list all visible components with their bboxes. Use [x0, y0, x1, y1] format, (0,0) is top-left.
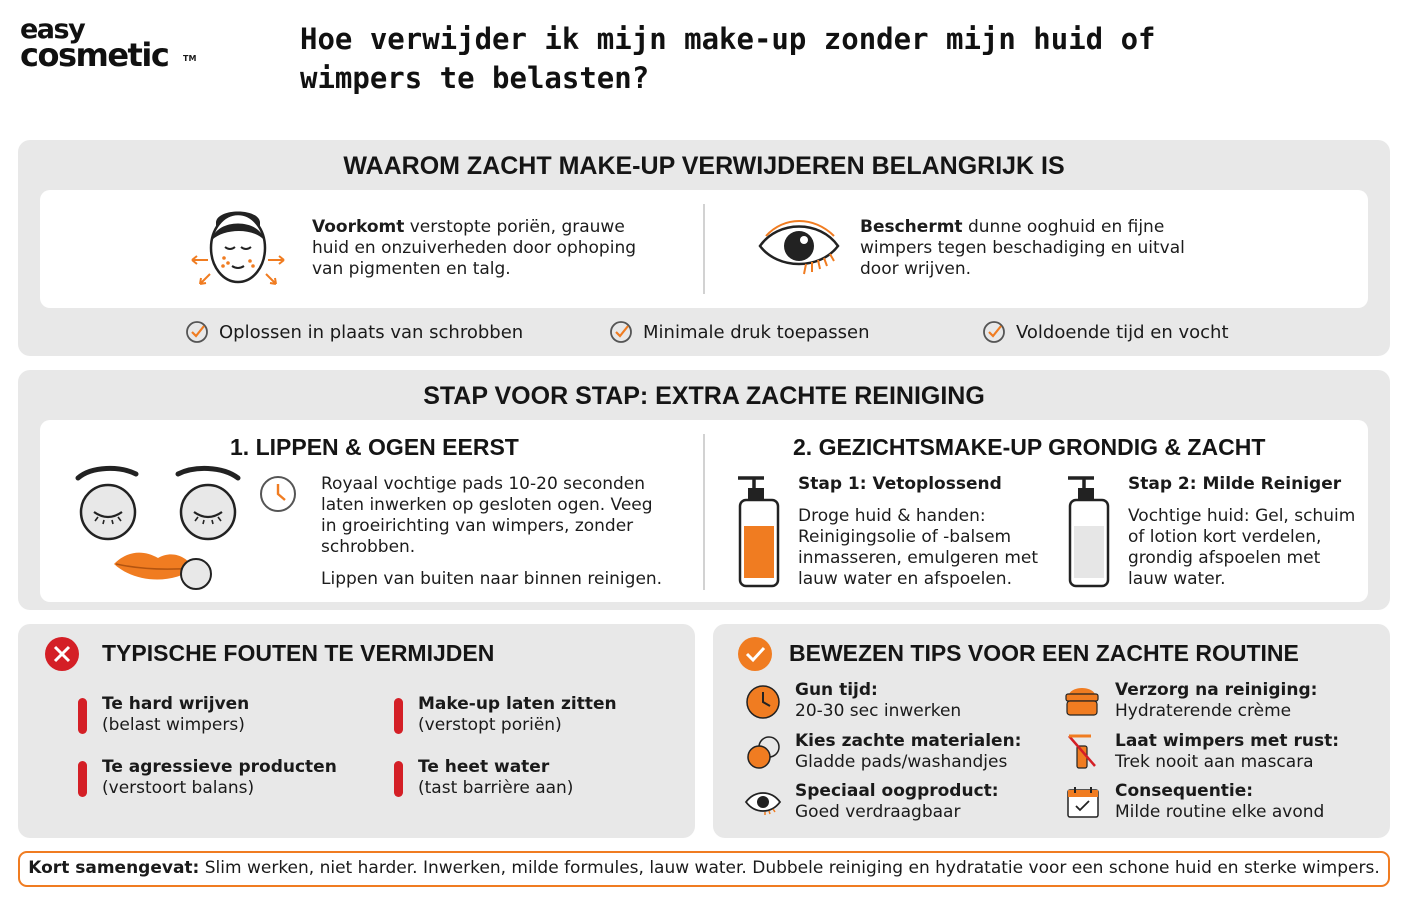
check-item-dissolve: [185, 320, 523, 344]
tip-sub: Hydraterende crème: [1115, 701, 1292, 721]
tip-sub: Trek nooit aan mascara: [1115, 752, 1314, 772]
why-divider: [703, 204, 705, 294]
eye-icon: [743, 788, 783, 816]
mistake-item: [418, 757, 573, 799]
step2a-text: Droge huid & handen: Reinigingsolie of -balsem inmasseren, emulgeren met lauw water en afspoelen.: [798, 506, 1039, 589]
logo-trademark: TM: [183, 54, 197, 63]
summary-label: Kort samengevat:: [28, 858, 200, 878]
step2a-title: Stap 1: Vetoplossend: [798, 474, 1002, 494]
clock-icon: [745, 684, 781, 720]
page-title: Hoe verwijder ik mijn make-up zonder mijn huid of wimpers te belasten?: [300, 22, 1156, 95]
check-item-pressure: [609, 320, 870, 344]
tip-sub: Goed verdraagbaar: [795, 802, 961, 822]
check-circle-icon: [982, 320, 1006, 344]
why-right-text: [860, 217, 1205, 280]
step2b-title: Stap 2: Milde Reiniger: [1128, 474, 1342, 494]
calendar-icon: [1065, 784, 1101, 820]
mistake-title: Make-up laten zitten: [418, 694, 617, 714]
mistake-item: [102, 694, 249, 736]
why-right-bold: Beschermt: [860, 217, 963, 237]
check-label: Minimale druk toepassen: [643, 321, 870, 343]
mistake-sub: (belast wimpers): [102, 715, 245, 735]
tip-item: [795, 731, 1021, 773]
brand-logo: [20, 14, 197, 74]
no-mascara-icon: [1065, 732, 1099, 770]
why-left-bold: Voorkomt: [312, 217, 405, 237]
mistake-marker: [78, 761, 87, 797]
mistake-item: [102, 757, 337, 799]
mistake-marker: [78, 698, 87, 734]
mistake-marker: [394, 698, 403, 734]
step1-text-lips: Lippen van buiten naar binnen reinigen.: [321, 569, 663, 589]
mistake-sub: (verstoort balans): [102, 778, 255, 798]
why-card: [40, 190, 1368, 308]
mistake-title: Te agressieve producten: [102, 757, 337, 777]
mistake-sub: (verstopt poriën): [418, 715, 562, 735]
tip-title: Speciaal oogproduct:: [795, 781, 999, 801]
why-left-text: [312, 217, 657, 280]
tip-title: Laat wimpers met rust:: [1115, 731, 1340, 751]
tip-item: [795, 781, 999, 823]
check-circle-icon: [609, 320, 633, 344]
summary-box: [18, 851, 1390, 887]
steps-card: [40, 420, 1368, 602]
eye-icon: [754, 216, 844, 280]
mistake-item: [418, 694, 617, 736]
mistake-title: Te heet water: [418, 757, 550, 777]
tip-title: Consequentie:: [1115, 781, 1254, 801]
cleanser-bottle-icon: [1064, 474, 1116, 588]
steps-panel: [18, 370, 1390, 610]
step2b-text: Vochtige huid: Gel, schuim of lotion kort verdelen, grondig afspoelen met lauw water.: [1128, 506, 1356, 589]
check-badge-icon: [737, 636, 773, 672]
mistakes-panel: [18, 624, 695, 838]
cotton-pads-icon: [745, 734, 783, 770]
tip-title: Gun tijd:: [795, 680, 878, 700]
check-item-time: [982, 320, 1229, 344]
why-right-body: dunne ooghuid en fijne wimpers tegen beschadiging en uitval door wrijven.: [860, 217, 1185, 279]
summary-text: Slim werken, niet harder. Inwerken, milde formules, lauw water. Dubbele reiniging en hydratatie voor een schone huid en sterke wimpers.: [199, 858, 1380, 878]
tips-heading: BEWEZEN TIPS VOOR EEN ZACHTE ROUTINE: [789, 640, 1299, 666]
cream-jar-icon: [1063, 684, 1101, 718]
logo-line-easy: easy: [20, 14, 85, 45]
tip-sub: 20-30 sec inwerken: [795, 701, 962, 721]
tip-item: [795, 680, 961, 722]
step1-text: Royaal vochtige pads 10-20 seconden laten inwerken op gesloten ogen. Veeg in groeirichting van wimpers, zonder schrobben.: [321, 474, 653, 557]
step1-title: 1. LIPPEN & OGEN EERST: [230, 434, 519, 460]
why-heading: WAAROM ZACHT MAKE-UP VERWIJDEREN BELANGRIJK IS: [343, 152, 1065, 180]
tip-title: Verzorg na reiniging:: [1115, 680, 1318, 700]
mistakes-heading: TYPISCHE FOUTEN TE VERMIJDEN: [102, 640, 495, 666]
mistake-marker: [394, 761, 403, 797]
logo-line-cosmetic: cosmetic: [20, 36, 169, 74]
mistake-sub: (tast barrière aan): [418, 778, 574, 798]
check-label: Voldoende tijd en vocht: [1016, 321, 1229, 343]
step2-title: 2. GEZICHTSMAKE-UP GRONDIG & ZACHT: [793, 434, 1266, 460]
why-left-body: verstopte poriën, grauwe huid en onzuiverheden door ophoping van pigmenten en talg.: [312, 217, 637, 279]
check-circle-icon: [185, 320, 209, 344]
tip-sub: Milde routine elke avond: [1115, 802, 1325, 822]
tip-sub: Gladde pads/washandjes: [795, 752, 1008, 772]
steps-divider: [703, 434, 705, 590]
eyes-lips-icon: [74, 464, 244, 594]
mistake-title: Te hard wrijven: [102, 694, 250, 714]
tip-item: [1115, 781, 1324, 823]
tip-item: [1115, 680, 1317, 722]
oil-bottle-icon: [734, 474, 786, 588]
tip-title: Kies zachte materialen:: [795, 731, 1022, 751]
check-label: Oplossen in plaats van schrobben: [219, 321, 524, 343]
tips-panel: [713, 624, 1390, 838]
error-x-icon: [44, 636, 80, 672]
steps-heading: STAP VOOR STAP: EXTRA ZACHTE REINIGING: [423, 382, 985, 410]
timer-icon: [258, 474, 298, 514]
tip-item: [1115, 731, 1339, 773]
face-icon: [188, 204, 288, 290]
